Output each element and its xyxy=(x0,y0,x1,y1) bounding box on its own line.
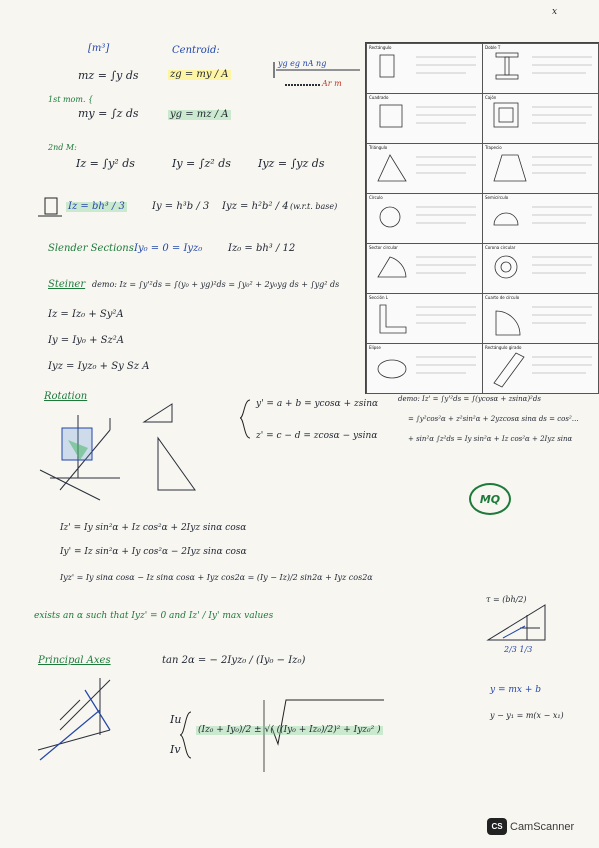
mz-definition: mz = ∫y ds xyxy=(78,69,139,82)
table-cell: Doble T xyxy=(482,43,599,94)
mq-circle-badge: MQ xyxy=(469,483,511,515)
table-cell: Corona circular xyxy=(482,243,599,294)
table-cell: Cajón xyxy=(482,93,599,144)
second-moment-label: 2nd M: xyxy=(48,143,77,152)
rotation-y-prime: y' = a + b = ycosα + zsinα xyxy=(256,399,379,409)
principal-axes-label: Principal Axes xyxy=(38,655,111,666)
zg-definition: zg = my / A xyxy=(170,69,229,80)
iz-prime-formula: Iz' = Iy sin²α + Iz cos²α + 2Iyz sinα cosα xyxy=(60,523,247,533)
triangle-area-label: τ = (bh/2) xyxy=(486,595,527,604)
corner-mark: x xyxy=(552,7,558,17)
steiner-iyz: Iyz = Iyz₀ + Sy Sz A xyxy=(48,361,150,372)
table-cell: Elipse xyxy=(366,343,483,394)
rect-iz-formula: Iz = bh³ / 3 xyxy=(68,201,125,212)
table-cell: Rectángulo xyxy=(366,43,483,94)
camscanner-logo-icon: CS xyxy=(487,818,507,835)
table-cell: Trapecio xyxy=(482,143,599,194)
steiner-demo: demo: Iz = ∫y'²ds = ∫(y₀ + yg)²ds = ∫y₀² + 2y₀yg ds + ∫yg² ds xyxy=(92,280,340,289)
iyz-prime-formula: Iyz' = Iy sinα cosα − Iz sinα cosα + Iyz cos2α = (Iy − Iz)/2 sin2α + Iyz cos2α xyxy=(60,573,373,582)
rotation-demo-line2: = ∫y²cos²α + z²sin²α + 2yzcosα sinα ds = cos²… xyxy=(408,415,579,423)
table-cell: Rectángulo girado xyxy=(482,343,599,394)
rect-iyz-formula: Iyz = h²b² / 4 xyxy=(222,201,289,212)
table-cell: Triángulo xyxy=(366,143,483,194)
iyz-definition: Iyz = ∫yz ds xyxy=(258,157,325,170)
exists-alpha-statement: exists an α such that Iyz' = 0 and Iz' / Iy' max values xyxy=(34,611,274,621)
table-cell: Sector circular xyxy=(366,243,483,294)
rotation-demo-line3: + sin²α ∫z²ds = Iy sin²α + Iz cos²α + 2Iyz sinα xyxy=(408,435,573,443)
yg-table-header: yg eg nA ng xyxy=(278,59,327,68)
iz-definition: Iz = ∫y² ds xyxy=(76,157,135,170)
slender-sections-label: Slender Sections xyxy=(48,243,134,254)
table-cell: Sección L xyxy=(366,293,483,344)
table-cell: Cuarto de círculo xyxy=(482,293,599,344)
steiner-iy: Iy = Iy₀ + Sz²A xyxy=(48,335,125,346)
wrt-base-note: (w.r.t. base) xyxy=(290,202,338,211)
rotation-demo-line1: demo: Iz' = ∫y'²ds = ∫(ycosα + zsinα)²ds xyxy=(398,395,541,403)
table-cell: Círculo xyxy=(366,193,483,244)
unit-label: [m³] xyxy=(88,43,110,54)
centroid-label: Centroid: xyxy=(172,45,220,56)
table-cell: Semicírculo xyxy=(482,193,599,244)
first-moment-label: 1st mom. { xyxy=(48,95,94,104)
principal-moment-formula: (Iz₀ + Iy₀)/2 ± √( ((Iy₀ + Iz₀)/2)² + Iyz₀² ) xyxy=(198,725,381,735)
rotation-label: Rotation xyxy=(44,391,88,402)
table-shapes xyxy=(366,43,598,393)
iy-prime-formula: Iy' = Iz sin²α + Iy cos²α − 2Iyz sinα cosα xyxy=(60,547,247,557)
yg-definition: yg = mz / A xyxy=(170,109,229,120)
camscanner-label: CamScanner xyxy=(510,820,575,833)
table-cell: Cuadrado xyxy=(366,93,483,144)
line-equation-slope: y = mx + b xyxy=(490,685,541,695)
tan-2alpha-formula: tan 2α = − 2Iyz₀ / (Iy₀ − Iz₀) xyxy=(162,655,306,666)
iy-definition: Iy = ∫z² ds xyxy=(172,157,231,170)
yg-table-footer: Ar m xyxy=(322,79,342,88)
iv-label: Iv xyxy=(170,743,181,756)
steiner-iz: Iz = Iz₀ + Sy²A xyxy=(48,309,124,320)
slender-zero-formula: Iy₀ = 0 = Iyz₀ xyxy=(134,243,203,254)
my-definition: my = ∫z ds xyxy=(78,107,139,120)
slender-iz-formula: Iz₀ = bh³ / 12 xyxy=(228,243,296,254)
line-equation-point: y − y₁ = m(x − x₁) xyxy=(490,711,564,720)
iu-label: Iu xyxy=(170,713,182,726)
rotation-z-prime: z' = c − d = zcosα − ysinα xyxy=(256,431,378,441)
rect-iy-formula: Iy = h³b / 3 xyxy=(152,201,210,212)
steiner-label: Steiner xyxy=(48,279,86,290)
triangle-fractions: 2/3 1/3 xyxy=(504,645,533,654)
section-properties-table xyxy=(365,42,599,394)
camscanner-watermark xyxy=(487,818,574,835)
